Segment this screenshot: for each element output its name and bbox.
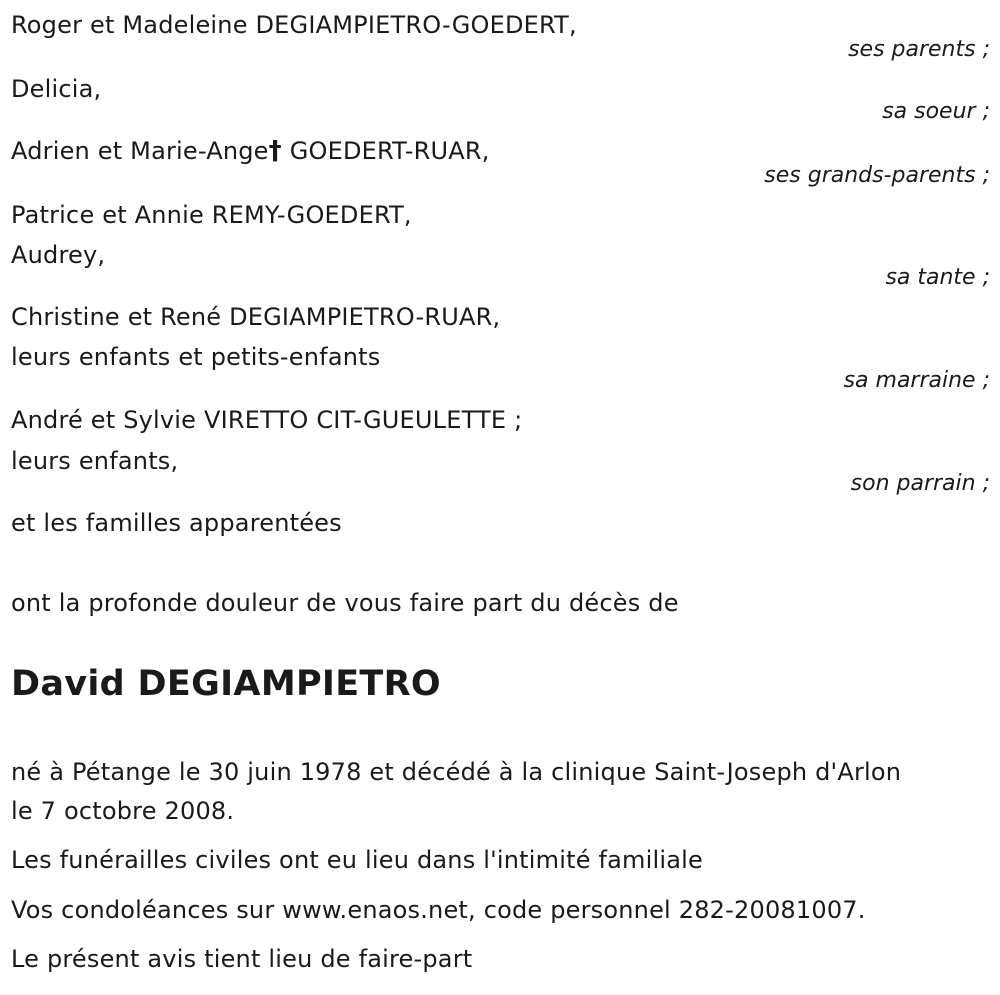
role-label-sister: sa soeur ; — [882, 99, 990, 124]
family-line-godfather-children: leurs enfants, — [11, 447, 179, 475]
role-label-godmother: sa marraine ; — [843, 368, 990, 393]
dagger-icon: † — [268, 136, 282, 166]
family-line-parents: Roger et Madeleine DEGIAMPIETRO-GOEDERT, — [11, 11, 577, 39]
notice-footer: Le présent avis tient lieu de faire-part — [11, 945, 473, 973]
family-line-aunt-uncle: Patrice et Annie REMY-GOEDERT, — [11, 201, 412, 229]
birth-death-details: né à Pétange le 30 juin 1978 et décédé à la clinique Saint-Joseph d'Arlon — [11, 758, 902, 786]
family-line-cousin: Audrey, — [11, 241, 106, 269]
family-line-grandparents-first: Adrien et Marie-Ange — [11, 137, 269, 165]
condolences-info: Vos condoléances sur www.enaos.net, code personnel 282-20081007. — [11, 896, 866, 924]
funeral-info: Les funérailles civiles ont eu lieu dans l'intimité familiale — [11, 846, 703, 874]
family-line-godmother: Christine et René DEGIAMPIETRO-RUAR, — [11, 303, 501, 331]
family-line-sister: Delicia, — [11, 75, 102, 103]
family-line-grandparents — [11, 136, 490, 166]
role-label-godfather: son parrain ; — [850, 471, 990, 496]
deceased-name: David DEGIAMPIETRO — [11, 664, 441, 704]
family-line-grandparents-last: GOEDERT-RUAR, — [281, 137, 490, 165]
role-label-aunt: sa tante ; — [885, 265, 990, 290]
family-line-godfather: André et Sylvie VIRETTO CIT-GUEULETTE ; — [11, 406, 523, 434]
death-date: le 7 octobre 2008. — [11, 797, 235, 825]
family-line-godmother-children: leurs enfants et petits-enfants — [11, 343, 381, 371]
announcement-text: ont la profonde douleur de vous faire part du décès de — [11, 589, 679, 617]
family-line-relatives: et les familles apparentées — [11, 509, 342, 537]
role-label-grandparents: ses grands-parents ; — [764, 163, 990, 188]
role-label-parents: ses parents ; — [848, 37, 990, 62]
